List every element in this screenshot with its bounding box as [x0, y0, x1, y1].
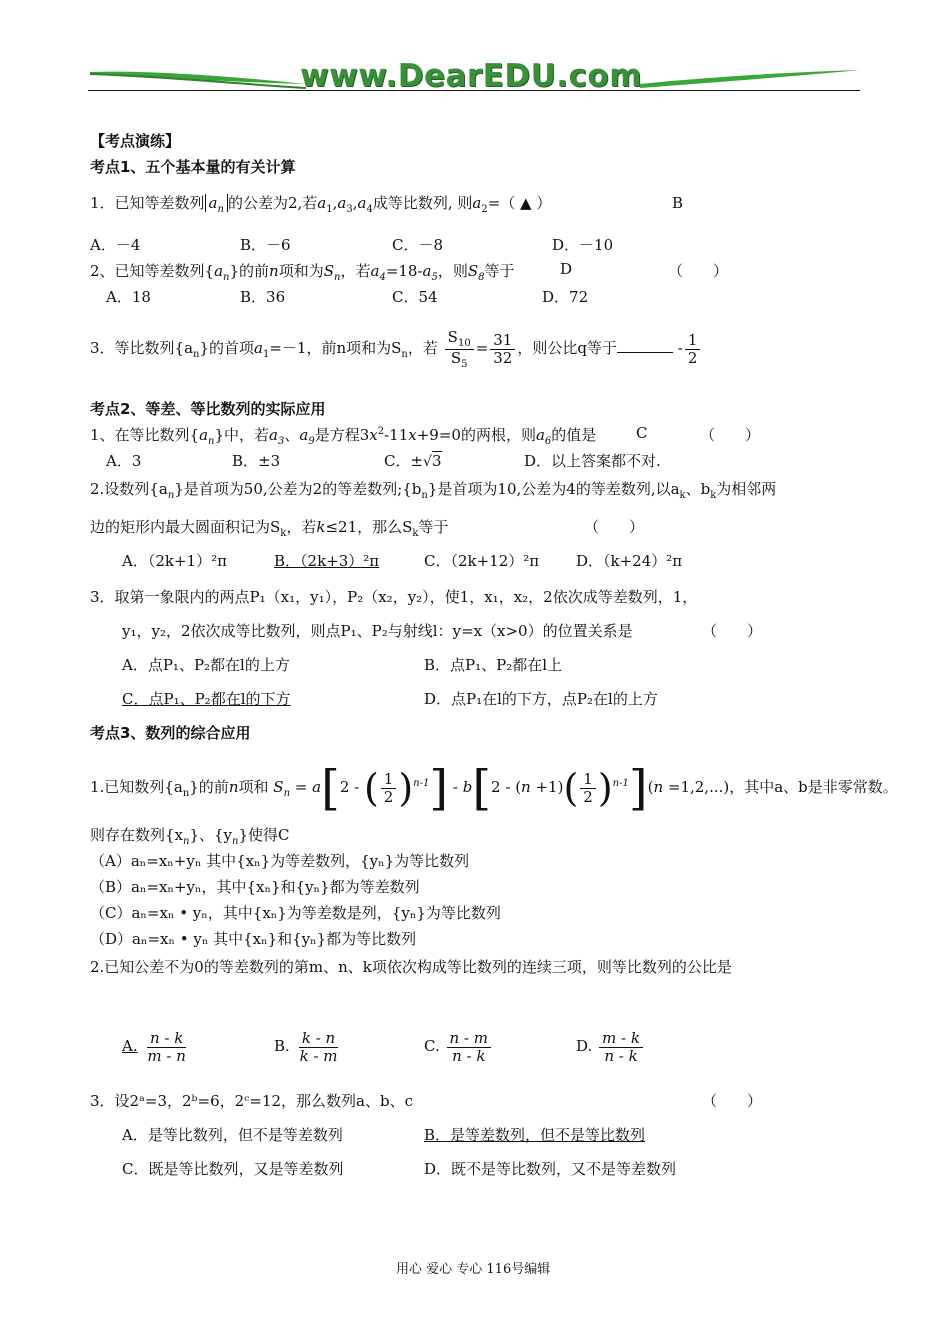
topic2-q1-option-d: D．以上答案都不对. [524, 452, 661, 470]
topic1-q2-option-c: C．54 [392, 288, 438, 306]
topic3-q1-option-a: （A）aₙ=xₙ+yₙ 其中{xₙ}为等差数列，{yₙ}为等比数列 [90, 852, 470, 870]
topic3-q3-option-a: A．是等比数列，但不是等差数列 [122, 1126, 343, 1144]
topic2-q2-line1: 2.设数列$\{a_n\}$是首项为50,公差为2的等差数列$;\{b_n\}$是首项为10,公差为4的等差数列,以$a_k$、$b_k$为相邻两 [90, 480, 777, 501]
topic2-q3-line2: y₁，y₂，2依次成等比数列，则点P₁、P₂与射线l：y=x（x>0）的位置关系是 [122, 622, 633, 640]
topic1-q1: 1．已知等差数列 $a_n$ 的公差为2,若$a_1,a_3,a_4$成等比数列, 则$a_2=$（ ▲ ） [90, 194, 552, 215]
topic2-q3-option-b: B．点P₁、P₂都在l上 [424, 656, 563, 674]
header-rule [88, 90, 860, 91]
footer: 用心 爱心 专心 116号编辑 [396, 1262, 551, 1277]
topic3-q2-option-a: A. $\frac{n - k}{m - n}$ [122, 1029, 186, 1065]
topic1-q2-paren: （ ） [668, 262, 729, 280]
topic2-q3-line1: 3．取第一象限内的两点P₁（x₁，y₁），P₂（x₂，y₂），使1，x₁，x₂，2依次成等差数列，1， [90, 588, 698, 606]
topic1-q2-option-d: D．72 [542, 288, 589, 306]
header-logo[interactable]: www.DearEDU.com [300, 58, 643, 94]
topic1-title: 考点1、五个基本量的有关计算 [90, 158, 296, 176]
topic2-q2-option-a: A．（2k+1）²π [122, 552, 227, 570]
topic3-q1-line2: 则存在数列$\{x_n\}$、$\{y_n\}$使得C [90, 826, 290, 847]
topic1-q2: 2、已知等差数列$\{a_n\}$的前n项和为$S_n$，若$a_4=18-a_5$，则$S_8$等于 [90, 262, 515, 283]
topic3-q3-option-b: B．是等差数列，但不是等比数列 [424, 1126, 646, 1144]
topic2-q1-option-b: B．±3 [232, 452, 281, 470]
topic1-q1-option-b: B．－6 [240, 236, 291, 254]
topic3-q1-option-b: （B）aₙ=xₙ+yₙ，其中{xₙ}和{yₙ}都为等差数列 [90, 878, 420, 896]
topic2-q2-option-c: C．（2k+12）²π [424, 552, 540, 570]
topic2-q3-option-d: D．点P₁在l的下方，点P₂在l的上方 [424, 690, 658, 708]
topic3-q3-option-c: C．既是等比数列，又是等差数列 [122, 1160, 344, 1178]
topic2-q2-option-b: B．（2k+3）²π [274, 552, 380, 570]
topic2-q3-paren: （ ） [702, 622, 763, 640]
header-swoosh-left [88, 62, 308, 90]
topic1-q1-option-c: C．－8 [392, 236, 444, 254]
topic3-q3-option-d: D．既不是等比数列，又不是等差数列 [424, 1160, 677, 1178]
topic1-q1-option-a: A．－4 [90, 236, 141, 254]
topic1-q2-answer: D [560, 260, 573, 278]
topic3-q3: 3．设2ᵃ=3，2ᵇ=6，2ᶜ=12，那么数列a、b、c [90, 1092, 413, 1110]
topic2-q1: 1、在等比数列$\{a_n\}$中，若$a_3$、$a_9$是方程$3x^2-11x+9=0$的两根，则$a_6$的值是 [90, 426, 597, 447]
topic2-q2-paren: （ ） [584, 518, 645, 536]
topic2-q2-option-d: D．（k+24）²π [576, 552, 683, 570]
topic3-q1-option-c: （C）aₙ=xₙ • yₙ，其中{xₙ}为等差数是列，{yₙ}为等比数列 [90, 904, 501, 922]
topic2-q1-answer: C [636, 424, 648, 442]
topic3-q1: 1.已知数列$\{a_n\}$的前n项和 $S_n = a[2$ - ( $\frac{1}{2}$ )$^{n-1}$] - b[2 - (n +1)( $\frac{1}{2}$ )$^{n-1}$](n =1,2,...)，其中a、b是非零常数。 [90, 760, 898, 816]
topic1-q2-option-a: A．18 [106, 288, 151, 306]
topic2-title: 考点2、等差、等比数列的实际应用 [90, 400, 326, 418]
topic2-q1-option-a: A．3 [106, 452, 142, 470]
topic3-q2-option-c: C. $\frac{n - m}{n - k}$ [424, 1030, 493, 1064]
topic2-q1-option-c: C．±√3 [384, 452, 442, 470]
topic3-q3-paren: （ ） [702, 1092, 763, 1110]
topic3-q1-option-d: （D）aₙ=xₙ • yₙ 其中{xₙ}和{yₙ}都为等比数列 [90, 930, 417, 948]
topic3-q2: 2.已知公差不为0的等差数列的第m、n、k项依次构成等比数列的连续三项，则等比数列的公比是 [90, 958, 732, 976]
topic2-q2-line2: 边的矩形内最大圆面积记为$S_k$，若k≤21，那么$S_k$等于 [90, 518, 449, 539]
topic3-q2-option-d: D. $\frac{m - k}{n - k}$ [576, 1030, 645, 1064]
topic2-q1-paren: （ ） [700, 426, 761, 444]
section-title: 【考点演练】 [90, 132, 181, 150]
topic1-q3: 3．等比数列$\{a_n\}$的首项$a_1=-1$，前n项和为$S_n$，若 $\frac{S_{10}}{S_5}$ = $\frac{31}{32}$ ，则公比q等于 - $\frac{1}{2}$ [90, 324, 702, 379]
topic1-q1-option-d: D．－10 [552, 236, 614, 254]
header-swoosh-right [638, 62, 862, 90]
topic2-q3-option-c: C．点P₁、P₂都在l的下方 [122, 690, 291, 708]
topic1-q2-option-b: B．36 [240, 288, 286, 306]
topic2-q3-option-a: A．点P₁、P₂都在l的上方 [122, 656, 290, 674]
topic3-title: 考点3、数列的综合应用 [90, 724, 251, 742]
topic3-q2-option-b: B. $\frac{k - n}{k - m}$ [274, 1029, 338, 1065]
answer-blank[interactable] [617, 338, 673, 353]
topic1-q1-answer: B [672, 194, 684, 212]
